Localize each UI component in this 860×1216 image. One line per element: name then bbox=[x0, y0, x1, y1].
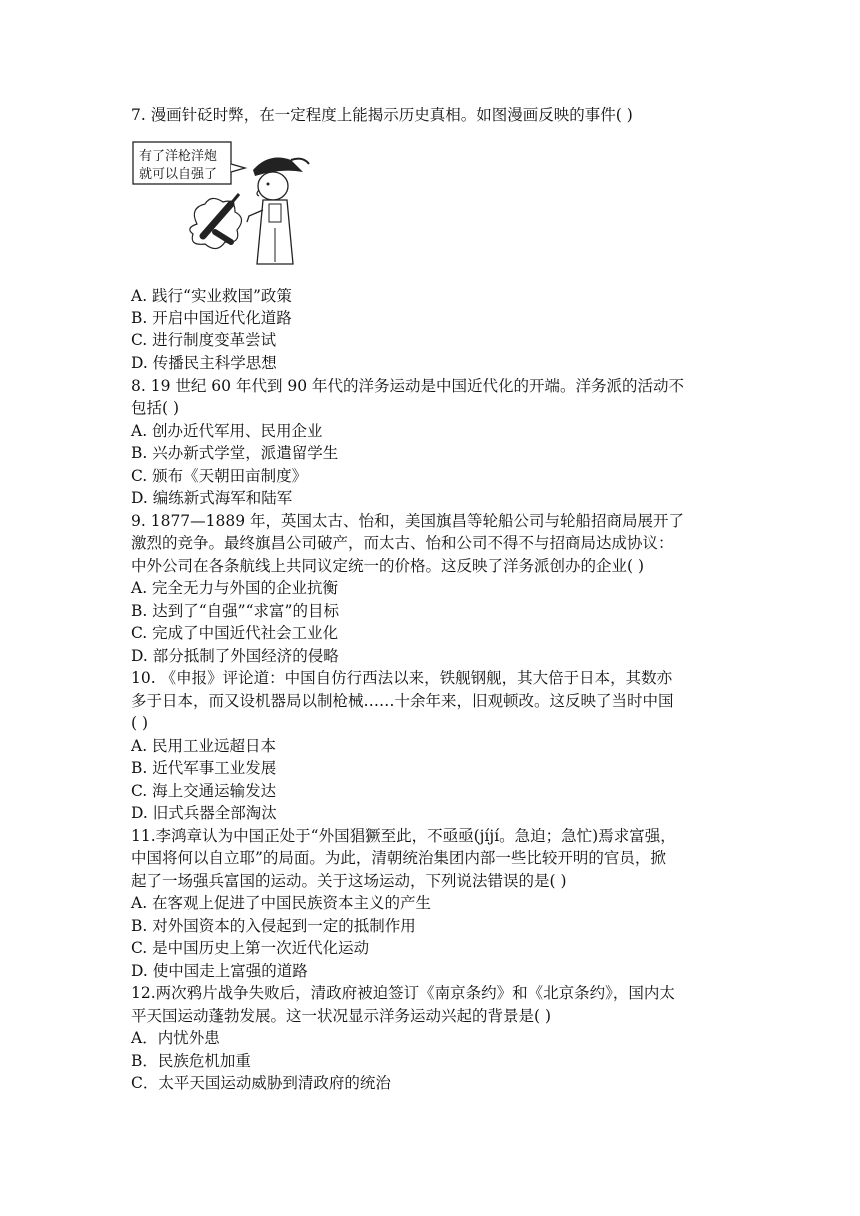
q10-option-b: B. 近代军事工业发展 bbox=[131, 759, 277, 777]
q11-stem-line-2: 中国将何以自立耶”的局面。为此，清朝统治集团内部一些比较开明的官员，掀 bbox=[131, 849, 666, 867]
q8-option-a: A. 创办近代军用、民用企业 bbox=[131, 422, 323, 440]
q7-option-c: C. 进行制度变革尝试 bbox=[131, 331, 277, 349]
q9-option-d: D. 部分抵制了外国经济的侵略 bbox=[131, 647, 339, 665]
cartoon-caption-line-1: 有了洋枪洋炮 bbox=[139, 149, 218, 164]
q12-option-a: A．内忧外患 bbox=[131, 1029, 220, 1047]
q10-stem-line-3: ( ) bbox=[131, 714, 149, 732]
q10-option-d: D. 旧式兵器全部淘汰 bbox=[131, 804, 277, 822]
q8-option-d: D. 编练新式海军和陆军 bbox=[131, 489, 293, 507]
q10-stem-line-1: 10. 《申报》评论道：中国自仿行西法以来，铁舰钢舰，其大倍于日本，其数亦 bbox=[131, 669, 673, 687]
q7-option-b: B. 开启中国近代化道路 bbox=[131, 309, 292, 327]
q8-option-b: B. 兴办新式学堂，派遣留学生 bbox=[131, 444, 339, 462]
q11-option-a: A. 在客观上促进了中国民族资本主义的产生 bbox=[131, 894, 432, 912]
q12-stem-line-1: 12.两次鸦片战争失败后，清政府被迫签订《南京条约》和《北京条约》，国内太 bbox=[131, 984, 675, 1002]
q7-option-d: D. 传播民主科学思想 bbox=[131, 354, 277, 372]
q8-option-c: C. 颁布《天朝田亩制度》 bbox=[131, 467, 308, 485]
q10-option-a: A. 民用工业远超日本 bbox=[131, 737, 277, 755]
q10-stem-line-2: 多于日本，而又设机器局以制枪械……十余年来，旧观顿改。这反映了当时中国 bbox=[131, 692, 674, 710]
q11-stem-line-3: 起了一场强兵富国的运动。关于这场运动，下列说法错误的是( ) bbox=[131, 872, 567, 890]
q11-option-d: D. 使中国走上富强的道路 bbox=[131, 962, 308, 980]
q7-option-a: A. 践行“实业救国”政策 bbox=[131, 287, 292, 305]
q11-stem-line-1: 11.李鸿章认为中国正处于“外国猖獗至此，不亟亟(jíjí。急迫；急忙)焉求富强， bbox=[131, 827, 676, 845]
q7-stem: 7. 漫画针砭时弊，在一定程度上能揭示历史真相。如图漫画反映的事件( ) bbox=[131, 106, 633, 124]
q8-stem-line-1: 8. 19 世纪 60 年代到 90 年代的洋务运动是中国近代化的开端。洋务派的活动不 bbox=[131, 377, 685, 395]
q10-option-c: C. 海上交通运输发达 bbox=[131, 782, 277, 800]
q9-option-a: A. 完全无力与外国的企业抗衡 bbox=[131, 579, 339, 597]
q12-stem-line-2: 平天国运动蓬勃发展。这一状况显示洋务运动兴起的背景是( ) bbox=[131, 1007, 552, 1025]
cartoon-illustration bbox=[131, 138, 313, 270]
q8-stem-line-2: 包括( ) bbox=[131, 399, 180, 417]
q12-option-c: C．太平天国运动威胁到清政府的统治 bbox=[131, 1074, 391, 1092]
cartoon-caption-line-2: 就可以自强了 bbox=[139, 167, 218, 182]
q9-stem-line-1: 9. 1877—1889 年，英国太古、怡和，美国旗昌等轮船公司与轮船招商局展开了 bbox=[131, 512, 685, 530]
q9-option-b: B. 达到了“自强”“求富”的目标 bbox=[131, 602, 339, 620]
q11-option-b: B. 对外国资本的入侵起到一定的抵制作用 bbox=[131, 917, 416, 935]
q9-stem-line-3: 中外公司在各条航线上共同议定统一的价格。这反映了洋务派创办的企业( ) bbox=[131, 557, 645, 575]
q12-option-b: B．民族危机加重 bbox=[131, 1052, 251, 1070]
q11-option-c: C. 是中国历史上第一次近代化运动 bbox=[131, 939, 370, 957]
q9-option-c: C. 完成了中国近代社会工业化 bbox=[131, 624, 339, 642]
q9-stem-line-2: 激烈的竞争。最终旗昌公司破产，而太古、怡和公司不得不与招商局达成协议： bbox=[131, 534, 674, 552]
